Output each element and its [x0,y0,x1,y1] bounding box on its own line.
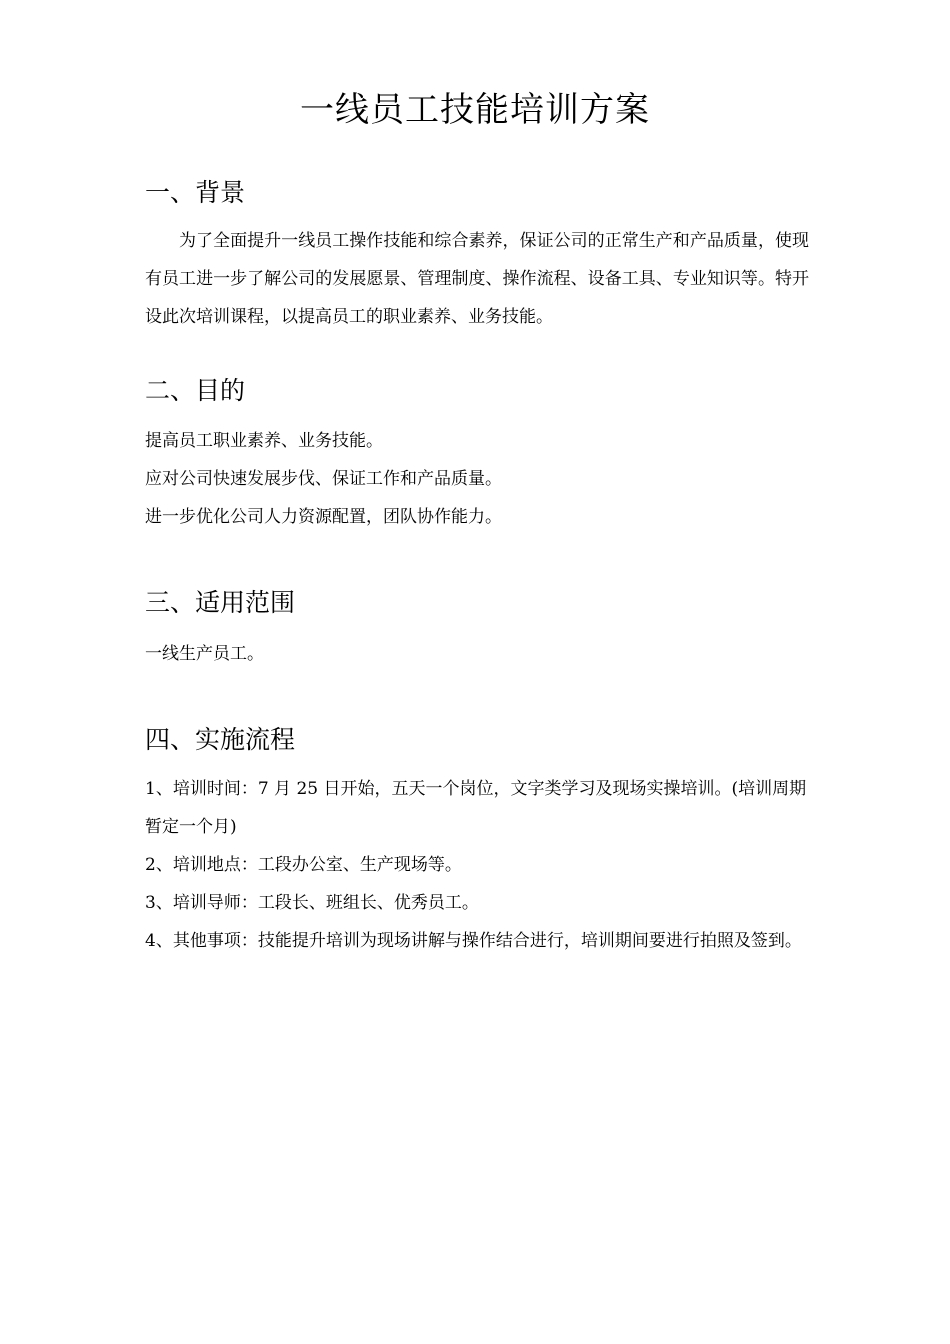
purpose-line: 应对公司快速发展步伐、保证工作和产品质量。 [145,469,502,489]
section-heading-background: 一、背景 [145,178,246,207]
scope-list [145,635,809,673]
section-heading-purpose: 二、目的 [145,376,246,405]
scope-line: 一线生产员工。 [145,644,264,664]
document-title: 一线员工技能培训方案 [300,90,650,130]
purpose-line: 提高员工职业素养、业务技能。 [145,431,383,451]
procedure-item: 3、培训导师：工段长、班组长、优秀员工。 [145,893,479,913]
purpose-list [145,422,809,536]
background-paragraph: 为了全面提升一线员工操作技能和综合素养，保证公司的正常生产和产品质量，使现有员工进一步了解公司的发展愿景、管理制度、操作流程、设备工具、专业知识等。特开设此次培训课程，以提高员工的职业素养、业务技能。 [145,231,809,327]
section-heading-procedure: 四、实施流程 [145,725,296,754]
procedure-item: 4、其他事项：技能提升培训为现场讲解与操作结合进行，培训期间要进行拍照及签到。 [145,931,802,951]
procedure-item: 2、培训地点：工段办公室、生产现场等。 [145,855,462,875]
procedure-item: 1、培训时间：7 月 25 日开始，五天一个岗位，文字类学习及现场实操培训。(培训周期暂定一个月) [145,779,807,837]
section-heading-scope: 三、适用范围 [145,588,296,617]
procedure-list [145,770,809,960]
purpose-line: 进一步优化公司人力资源配置，团队协作能力。 [145,507,502,527]
